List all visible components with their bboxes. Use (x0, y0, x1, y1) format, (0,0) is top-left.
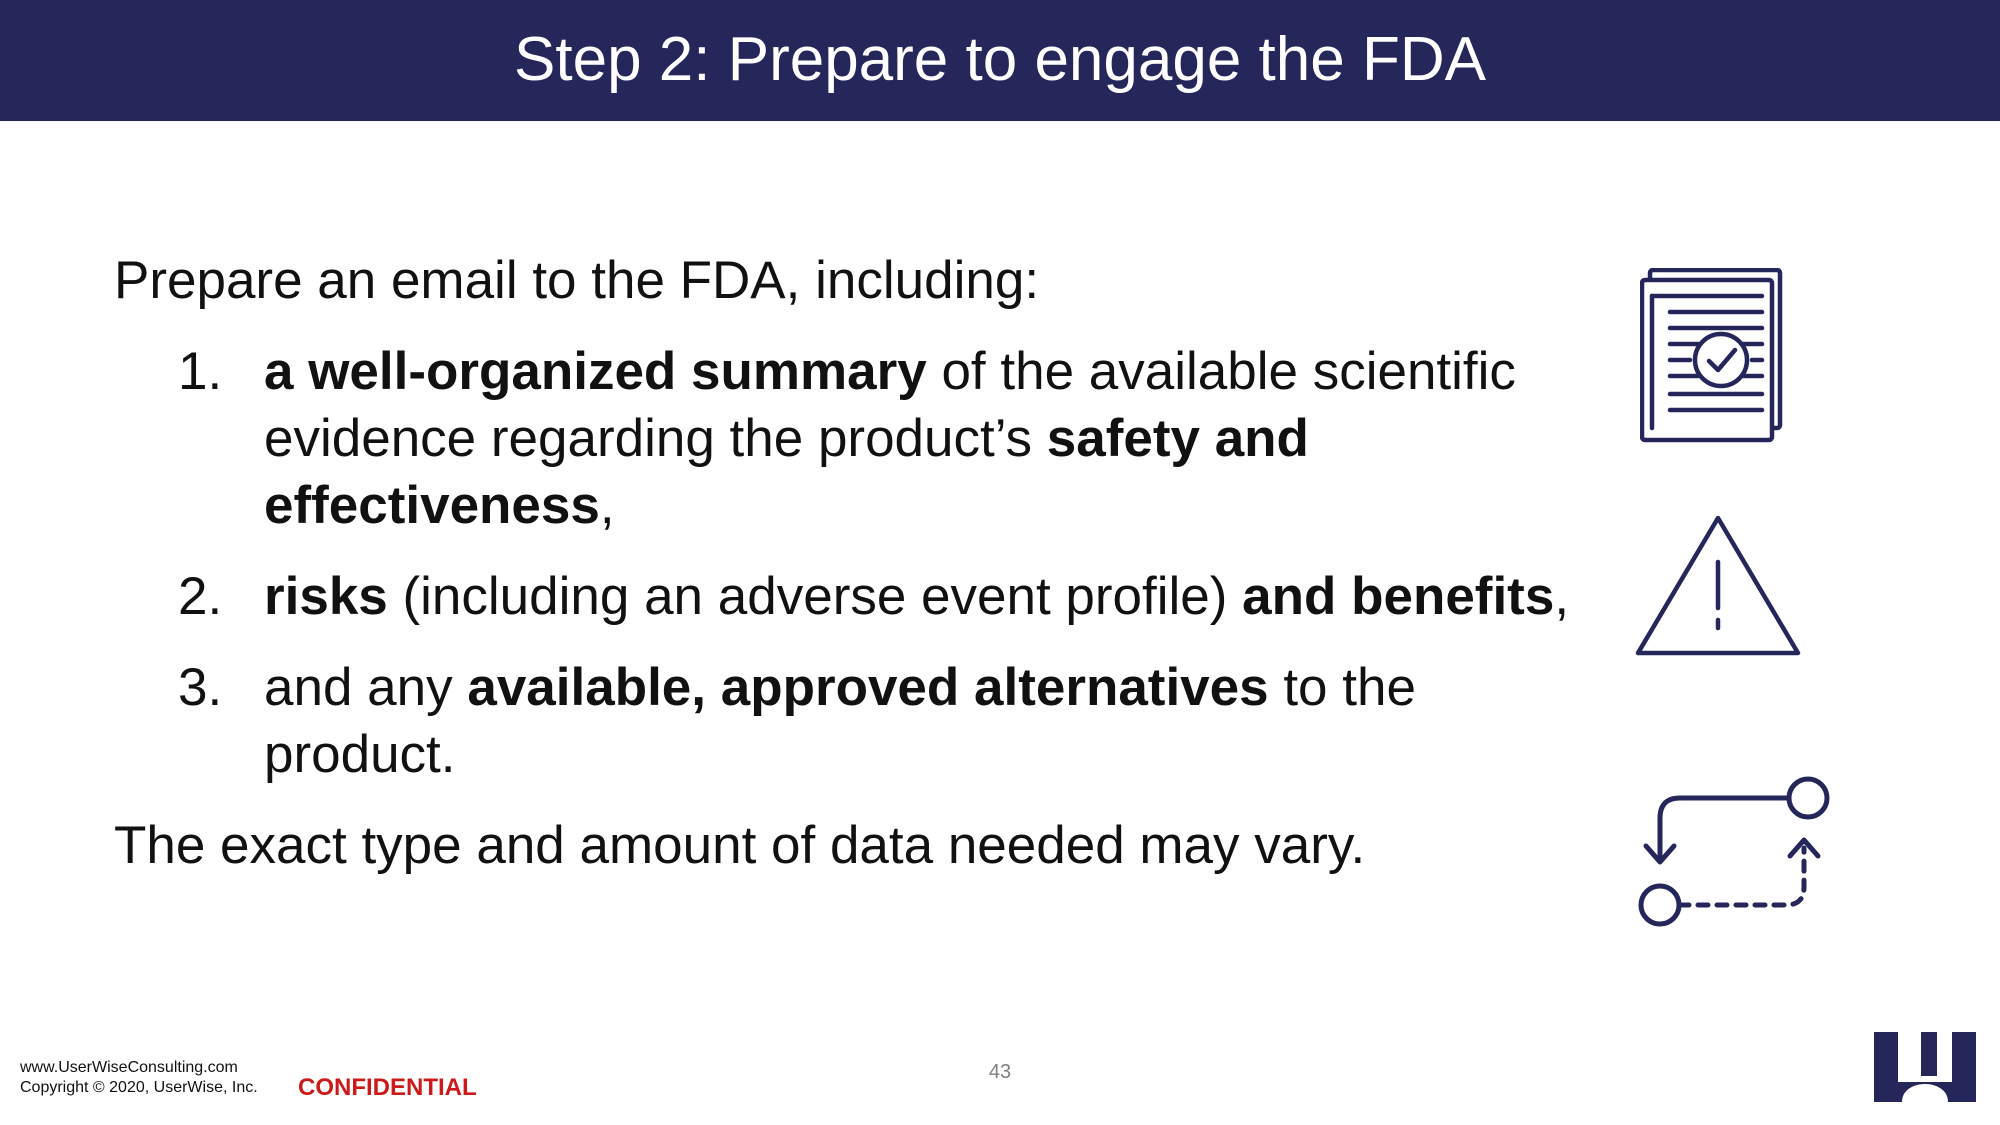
list-item-text (264, 338, 1609, 539)
header-bar (0, 0, 2000, 121)
list-item-text-bold: and benefits (1242, 567, 1555, 626)
list-item-text-bold: safety and effectiveness (264, 409, 1309, 535)
list-number: 3. (178, 658, 223, 717)
list-item-text-regular: to the product. (264, 658, 1416, 784)
slide-title: Step 2: Prepare to engage the FDA (514, 25, 1486, 94)
page-number: 43 (988, 1061, 1012, 1083)
list-number: 2. (178, 567, 223, 626)
list-item-text (264, 563, 1609, 630)
list-item-2 (114, 563, 1609, 630)
list-item-1 (114, 338, 1609, 539)
userwise-logo (1874, 1030, 1976, 1104)
list-item-text-bold: a well-organized summary (264, 342, 927, 401)
list-number: 1. (178, 342, 223, 401)
list-item-text-regular: of the available scientific evidence regarding the product’s (264, 342, 1516, 468)
list-item-text-regular: and any (264, 658, 468, 717)
document-check-icon (1640, 268, 1790, 443)
list-item-text-bold: available, approved alternatives (467, 658, 1269, 717)
list-item-3 (114, 654, 1609, 788)
numbered-list (114, 338, 1570, 788)
list-item-text-regular: (including an adverse event profile) (387, 567, 1243, 626)
outro-text: The exact type and amount of data needed may vary. (114, 816, 1366, 875)
intro-text: Prepare an email to the FDA, including: (114, 251, 1040, 310)
confidential-label: CONFIDENTIAL (298, 1074, 477, 1101)
list-item-text-regular: , (1554, 567, 1570, 626)
footer-copyright: Copyright © 2020, UserWise, Inc. (20, 1079, 258, 1096)
warning-triangle-icon (1634, 512, 1802, 660)
list-item-text-regular: , (599, 476, 615, 535)
footer-url: www.UserWiseConsulting.com (20, 1059, 238, 1076)
slide-content (114, 247, 1570, 879)
list-item-text-bold: risks (264, 567, 388, 626)
list-item-text (264, 654, 1609, 788)
process-flow-icon (1634, 772, 1834, 932)
